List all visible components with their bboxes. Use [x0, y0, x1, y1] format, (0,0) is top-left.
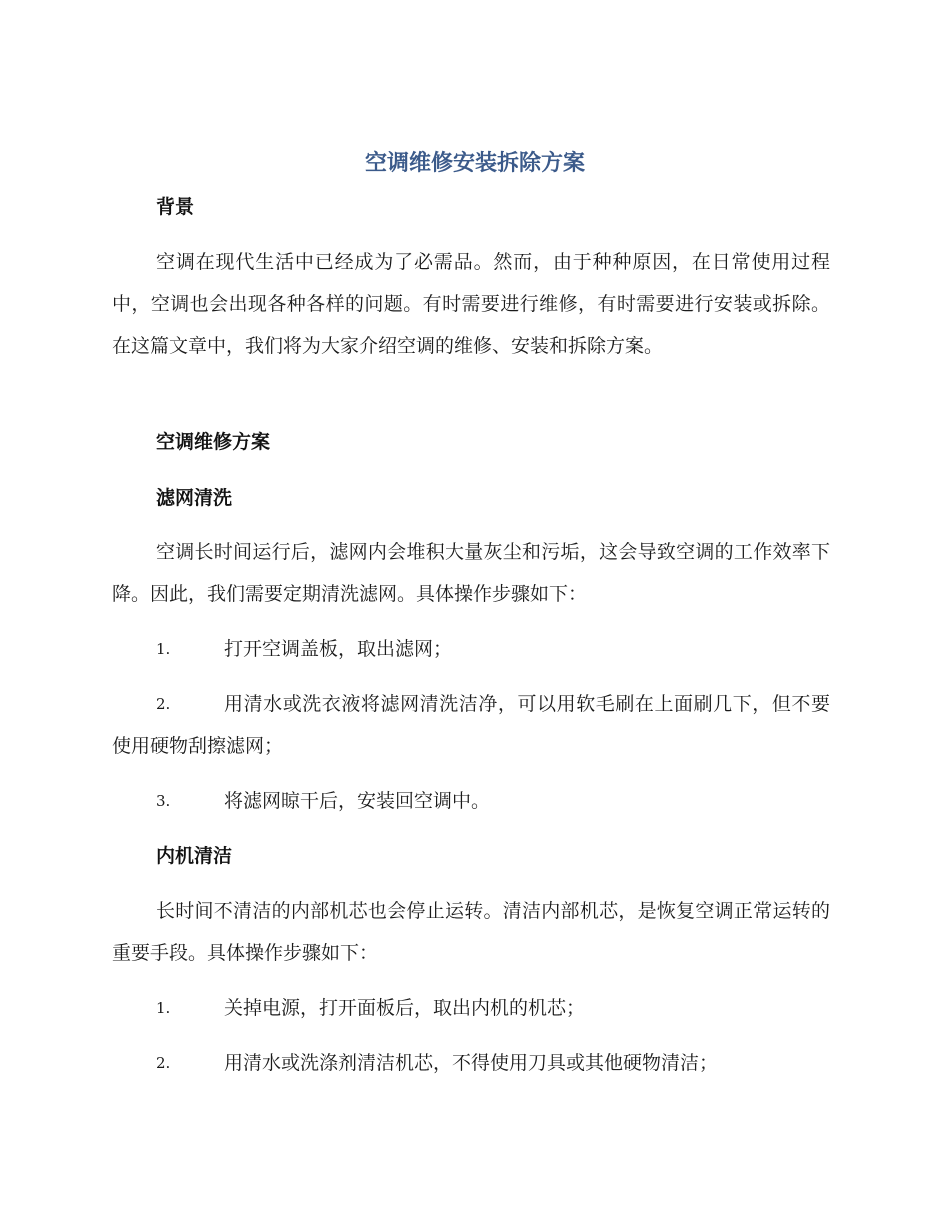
heading-repair-plan: 空调维修方案 [156, 431, 271, 453]
list-item-text: 关掉电源，打开面板后，取出内机的机芯； [224, 997, 586, 1019]
list-item-text: 将滤网晾干后，安装回空调中。 [224, 790, 491, 812]
list-item [112, 683, 830, 767]
list-item-number: 2. [156, 1054, 171, 1072]
document-title: 空调维修安装拆除方案 [364, 151, 585, 176]
list-item-number: 1. [156, 640, 171, 658]
list-item-text: 用清水或洗涤剂清洁机芯，不得使用刀具或其他硬物清洁； [224, 1052, 719, 1074]
list-item-text: 打开空调盖板，取出滤网； [224, 638, 453, 660]
list-item-text: 用清水或洗衣液将滤网清洗洁净，可以用软毛刷在上面刷几下，但不要使用硬物刮擦滤网； [112, 693, 830, 757]
list-item-number: 1. [156, 999, 171, 1017]
list-item [112, 1042, 830, 1084]
list-item-number: 2. [156, 695, 171, 713]
paragraph-filter-cleaning: 空调长时间运行后，滤网内会堆积大量灰尘和污垢，这会导致空调的工作效率下降。因此，我们需要定期清洗滤网。具体操作步骤如下： [112, 541, 830, 605]
list-item [112, 780, 830, 822]
heading-background: 背景 [156, 196, 195, 218]
paragraph-indoor-cleaning: 长时间不清洁的内部机芯也会停止运转。清洁内部机芯，是恢复空调正常运转的重要手段。具体操作步骤如下： [112, 900, 830, 964]
list-item [112, 987, 830, 1029]
paragraph-background: 空调在现代生活中已经成为了必需品。然而，由于种种原因，在日常使用过程中，空调也会出现各种各样的问题。有时需要进行维修，有时需要进行安装或拆除。在这篇文章中，我们将为大家介绍空调的维修、安装和拆除方案。 [112, 251, 830, 357]
list-item [112, 628, 830, 670]
heading-filter-cleaning: 滤网清洗 [156, 487, 233, 509]
heading-indoor-cleaning: 内机清洁 [156, 845, 233, 867]
list-item-number: 3. [156, 792, 171, 810]
